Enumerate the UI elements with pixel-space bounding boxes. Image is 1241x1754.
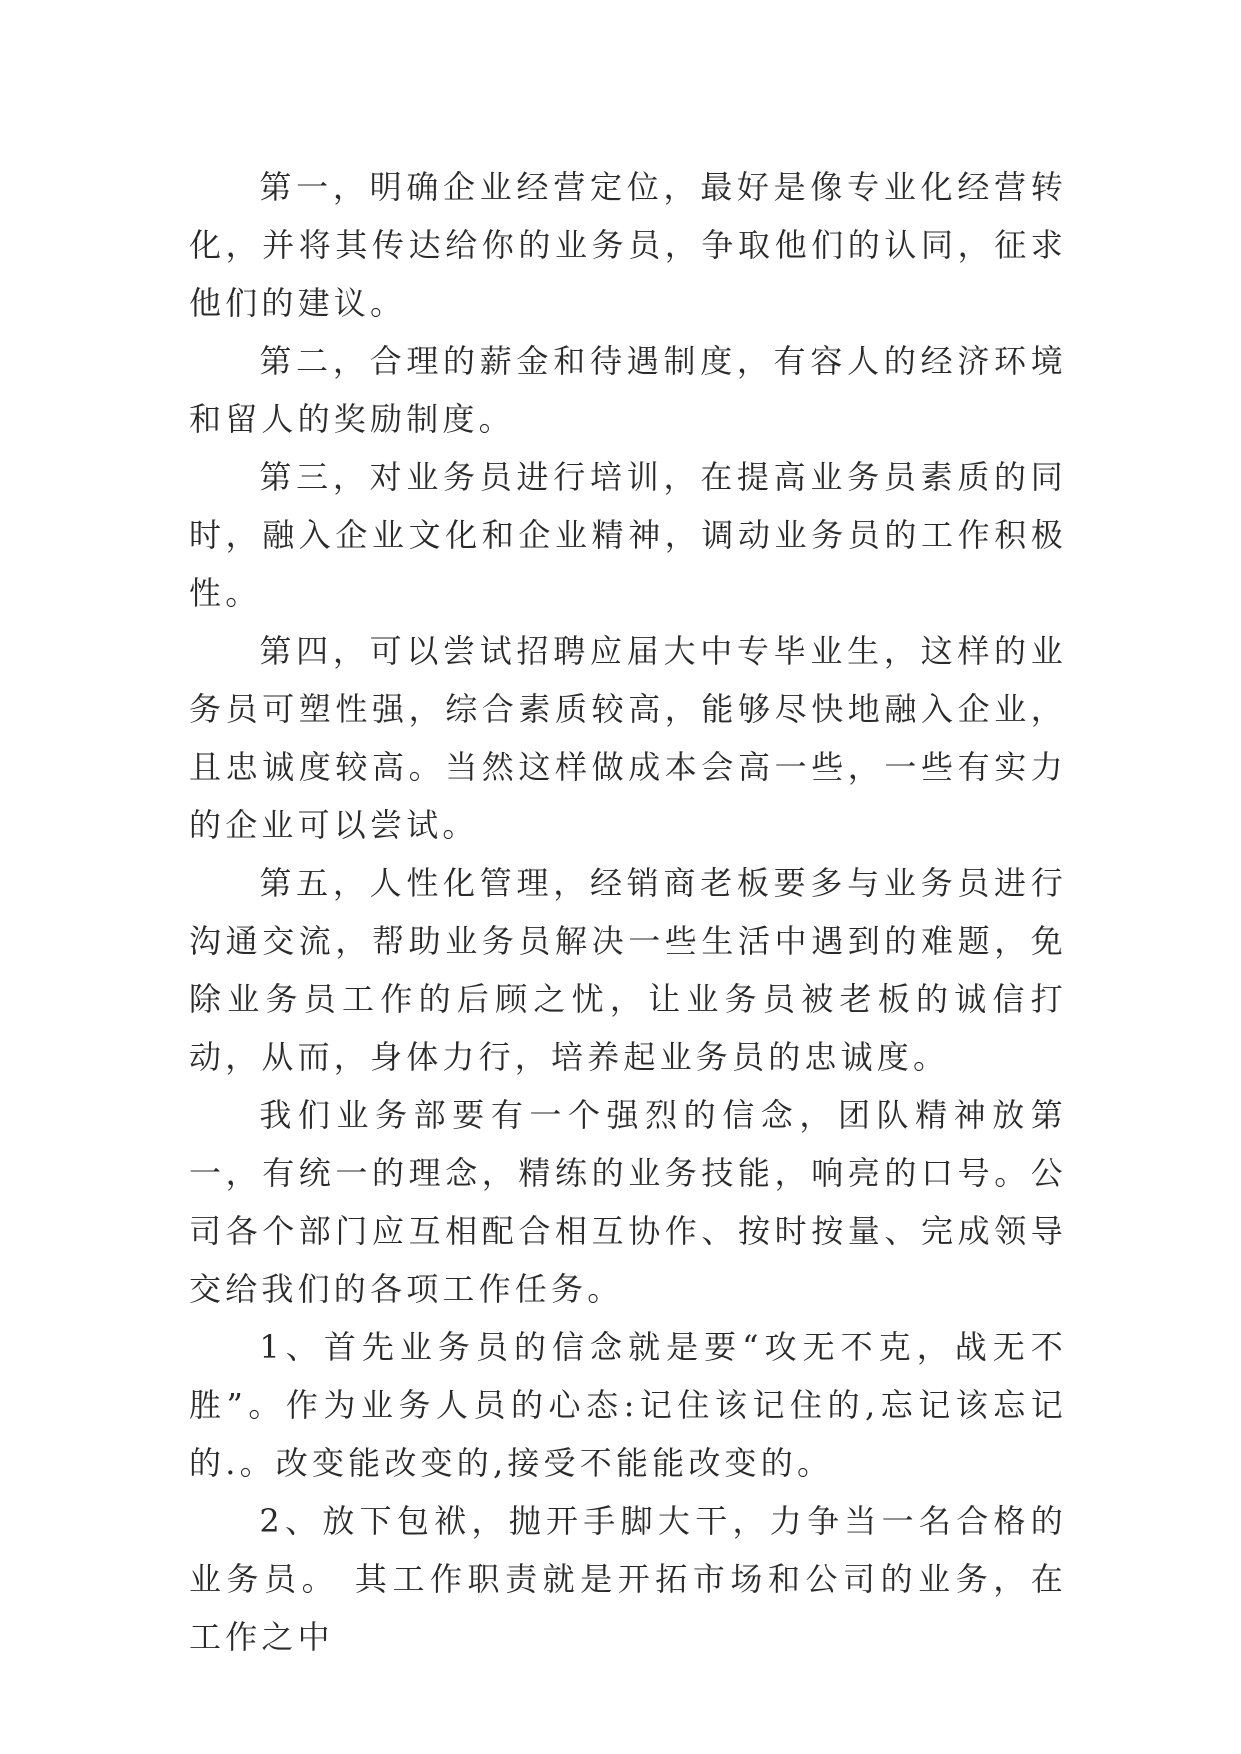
paragraph-1: 第一，明确企业经营定位，最好是像专业化经营转化，并将其传达给你的业务员，争取他们的认同，征求他们的建议。 <box>189 168 1067 322</box>
paragraph-5: 第五，人性化管理，经销商老板要多与业务员进行沟通交流，帮助业务员解决一些生活中遇到的难题，免除业务员工作的后顾之忧，让业务员被老板的诚信打动，从而，身体力行，培养起业务员的忠诚度。 <box>189 864 1067 1076</box>
document-body <box>189 158 1067 1666</box>
paragraph-4: 第四，可以尝试招聘应届大中专毕业生，这样的业务员可塑性强，综合素质较高，能够尽快地融入企业，且忠诚度较高。当然这样做成本会高一些，一些有实力的企业可以尝试。 <box>189 632 1067 844</box>
paragraph-2: 第二，合理的薪金和待遇制度，有容人的经济环境和留人的奖励制度。 <box>189 342 1067 438</box>
paragraph-3: 第三，对业务员进行培训，在提高业务员素质的同时，融入企业文化和企业精神，调动业务员的工作积极性。 <box>189 458 1067 612</box>
paragraph-8: 2、放下包袱，抛开手脚大干，力争当一名合格的业务员。 其工作职责就是开拓市场和公司的业务，在工作之中 <box>189 1502 1067 1656</box>
paragraph-7: 1、首先业务员的信念就是要“攻无不克，战无不胜”。作为业务人员的心态:记住该记住的,忘记该忘记的.。改变能改变的,接受不能能改变的。 <box>189 1328 1067 1482</box>
paragraph-6: 我们业务部要有一个强烈的信念，团队精神放第一，有统一的理念，精练的业务技能，响亮的口号。公司各个部门应互相配合相互协作、按时按量、完成领导交给我们的各项工作任务。 <box>189 1096 1067 1308</box>
